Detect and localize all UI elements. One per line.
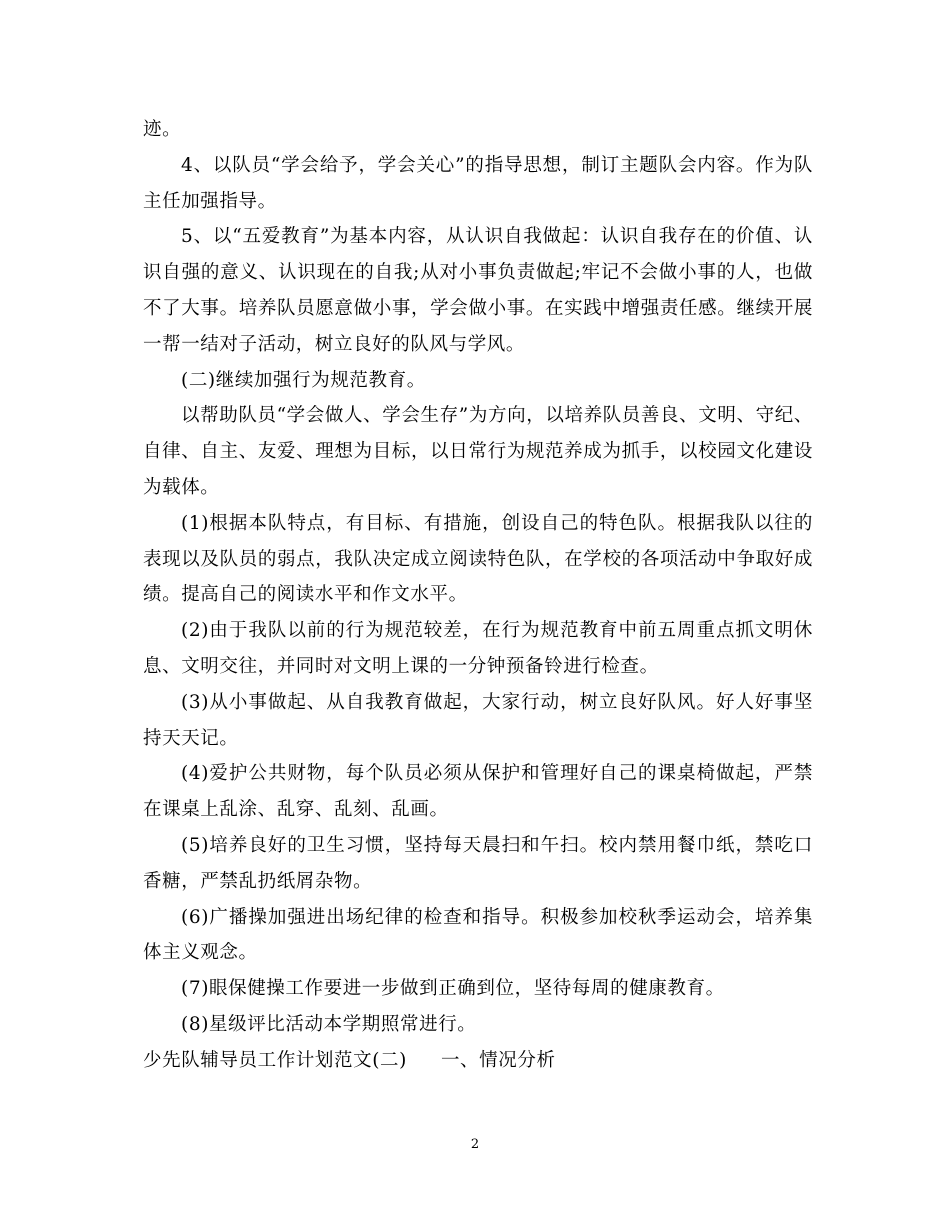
paragraph-point-5: (5)培养良好的卫生习惯，坚持每天晨扫和午扫。校内禁用餐巾纸，禁吃口香糖，严禁乱扔纸屑杂物。 — [143, 834, 813, 892]
page-number: 2 — [470, 1137, 480, 1152]
paragraph-point-4: (4)爱护公共财物，每个队员必须从保护和管理好自己的课桌椅做起，严禁在课桌上乱涂、乱穿、乱刻、乱画。 — [143, 763, 813, 821]
paragraph-behavior-goal: 以帮助队员“学会做人、学会生存”为方向，以培养队员善良、文明、守纪、自律、自主、友爱、理想为目标，以日常行为规范养成为抓手，以校园文化建设为载体。 — [143, 405, 813, 498]
paragraph-point-8: (8)星级评比活动本学期照常进行。 — [181, 1013, 477, 1035]
paragraph-point-3: (3)从小事做起、从自我教育做起，大家行动，树立良好队风。好人好事坚持天天记。 — [143, 691, 813, 749]
closing-title: 少先队辅导员工作计划范文(二) — [143, 1049, 407, 1071]
paragraph-point-2: (2)由于我队以前的行为规范较差，在行为规范教育中前五周重点抓文明休息、文明交往，并同时对文明上课的一分钟预备铃进行检查。 — [143, 620, 813, 677]
closing-heading-row — [143, 1043, 813, 1079]
paragraph-continuation: 迹。 — [143, 119, 182, 140]
paragraph-point-1: (1)根据本队特点，有目标、有措施，创设自己的特色队。根据我队以往的表现以及队员的弱点，我队决定成立阅读特色队，在学校的各项活动中争取好成绩。提高自己的阅读水平和作文水平。 — [143, 512, 813, 606]
paragraph-point-6: (6)广播操加强进出场纪律的检查和指导。积极参加校秋季运动会，培养集体主义观念。 — [143, 906, 813, 964]
section-heading-behavior-education: (二)继续加强行为规范教育。 — [181, 369, 426, 391]
closing-section-label: 一、情况分析 — [440, 1049, 556, 1071]
paragraph-point-7: (7)眼保健操工作要进一步做到正确到位，坚待每周的健康教育。 — [181, 978, 725, 1000]
document-body — [143, 112, 813, 1079]
paragraph-item-5: 5、以“五爱教育”为基本内容，从认识自我做起：认识自我存在的价值、认识自强的意义、认识现在的自我;从对小事负责做起;牢记不会做小事的人，也做不了大事。培养队员愿意做小事，学会做小事。在实践中增强责任感。继续开展一帮一结对子活动，树立良好的队风与学风。 — [143, 226, 813, 355]
paragraph-item-4: 4、以队员“学会给予，学会关心”的指导思想，制订主题队会内容。作为队主任加强指导。 — [143, 154, 813, 212]
